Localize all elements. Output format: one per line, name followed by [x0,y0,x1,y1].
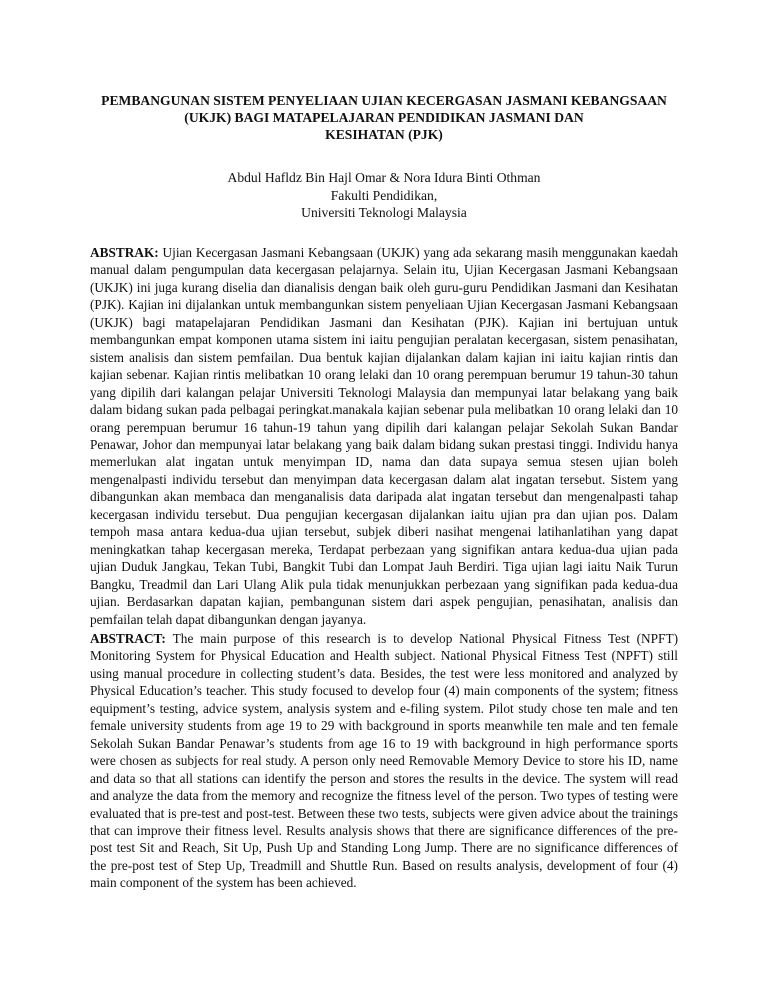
author-block [120,169,648,222]
abstrak-text: Ujian Kecergasan Jasmani Kebangsaan (UKJK) yang ada sekarang masih menggunakan kaedah manual dalam pengumpulan data kecergasan pelajarnya. Selain itu, Ujian Kecergasan Jasmani Kebangsaan (UKJK) ini juga kurang diselia dan dianalisis dengan baik oleh guru-guru Pendidikan Jasmani dan Kesihatan (PJK). Kajian ini dijalankan untuk membangunkan sistem penyeliaan Ujian Kecergasan Jasmani Kebangsaan (UKJK) bagi matapelajaran Pendidikan Jasmani dan Kesihatan (PJK). Kajian ini bertujuan untuk membangunkan empat komponen utama sistem ini iaitu pengujian peralatan kecergasan, sistem penasihatan, sistem analisis dan sistem pemfailan. Dua bentuk kajian dijalankan dalam kajian ini iaitu kajian rintis dan kajian sebenar. Kajian rintis melibatkan 10 orang lelaki dan 10 orang perempuan berumur 19 tahun-30 tahun yang dipilih dari kalangan pelajar Universiti Teknologi Malaysia dan mempunyai latar belakang yang baik dalam bidang sukan pada pelbagai peringkat.manakala kajian sebenar pula melibatkan 10 orang lelaki dan 10 orang perempuan berumur 16 tahun-19 tahun yang dipilih dari kalangan pelajar Sekolah Sukan Bandar Penawar, Johor dan mempunyai latar belakang yang baik dalam bidang sukan prestasi tinggi. Individu hanya memerlukan alat ingatan untuk menyimpan ID, nama dan data supaya semua stesen ujian boleh mengenalpasti individu tersebut dan menyimpan data kecergasan dalam alat ingatan tersebut. Sistem yang dibangunkan akan membaca dan menganalisis data daripada alat ingatan tersebut dan mengenalpasti tahap kecergasan individu tersebut. Dua pengujian kecergasan dijalankan iaitu ujian pra dan ujian pos. Dalam tempoh masa antara kedua-dua ujian tersebut, subjek diberi nasihat mengenai latihanlatihan yang dapat meningkatkan tahap kecergasan mereka, Terdapat perbezaan yang signifikan antara kedua-dua ujian pada ujian Duduk Jangkau, Tekan Tubi, Bangkit Tubi dan Lompat Jauh Berdiri. Tiga ujian lagi iaitu Naik Turun Bangku, Treadmil dan Lari Ulang Alik pula tidak menunjukkan perbezaan yang signifikan pada kedua-dua ujian. Berdasarkan dapatan kajian, pembangunan sistem dari aspek pengujian, penasihatan, analisis dan pemfailan telah dapat dibangunkan dengan jayanya. [90,245,678,627]
title-line-3: KESIHATAN (PJK) [325,127,443,142]
paper-title [92,92,676,143]
abstract-label: ABSTRACT: [90,631,173,646]
abstract-text: The main purpose of this research is to develop National Physical Fitness Test (NPFT) Monitoring System for Physical Education and Health subject. National Physical Fitness Test (NPFT) still using manual procedure in collecting student’s data. Besides, the test were less monitored and analyzed by Physical Education’s teacher. This study focused to develop four (4) main components of the system; fitness equipment’s testing, advice system, analysis system and e-filing system. Pilot study chose ten male and ten female university students from age 19 to 29 with background in sports meanwhile ten male and ten female Sekolah Sukan Bandar Penawar’s students from age 16 to 19 with background in high performance sports were chosen as subjects for real study. A person only need Removable Memory Device to store his ID, name and data so that all stations can identify the person and stores the results in the device. The system will read and analyze the data from the memory and recognize the fitness level of the person. Two types of testing were evaluated that is pre-test and post-test. Between these two tests, subjects were given advice about the trainings that can improve their fitness level. Results analysis shows that there are significance differences of the pre-post test Sit and Reach, Sit Up, Push Up and Standing Long Jump. There are no significance differences of the pre-post test of Step Up, Treadmill and Shuttle Run. Based on results analysis, development of four (4) main component of the system has been achieved. [90,631,678,891]
author-faculty: Fakulti Pendidikan, [330,187,438,203]
author-names: Abdul Hafldz Bin Hajl Omar & Nora Idura Binti Othman [227,170,541,185]
abstract-section [90,630,678,892]
title-line-2: (UKJK) BAGI MATAPELAJARAN PENDIDIKAN JASMANI DAN [184,110,584,125]
abstrak-label: ABSTRAK: [90,245,163,260]
author-university: Universiti Teknologi Malaysia [301,205,467,220]
title-line-1: PEMBANGUNAN SISTEM PENYELIAAN UJIAN KECERGASAN JASMANI KEBANGSAAN [101,93,667,108]
abstrak-section [90,244,678,628]
